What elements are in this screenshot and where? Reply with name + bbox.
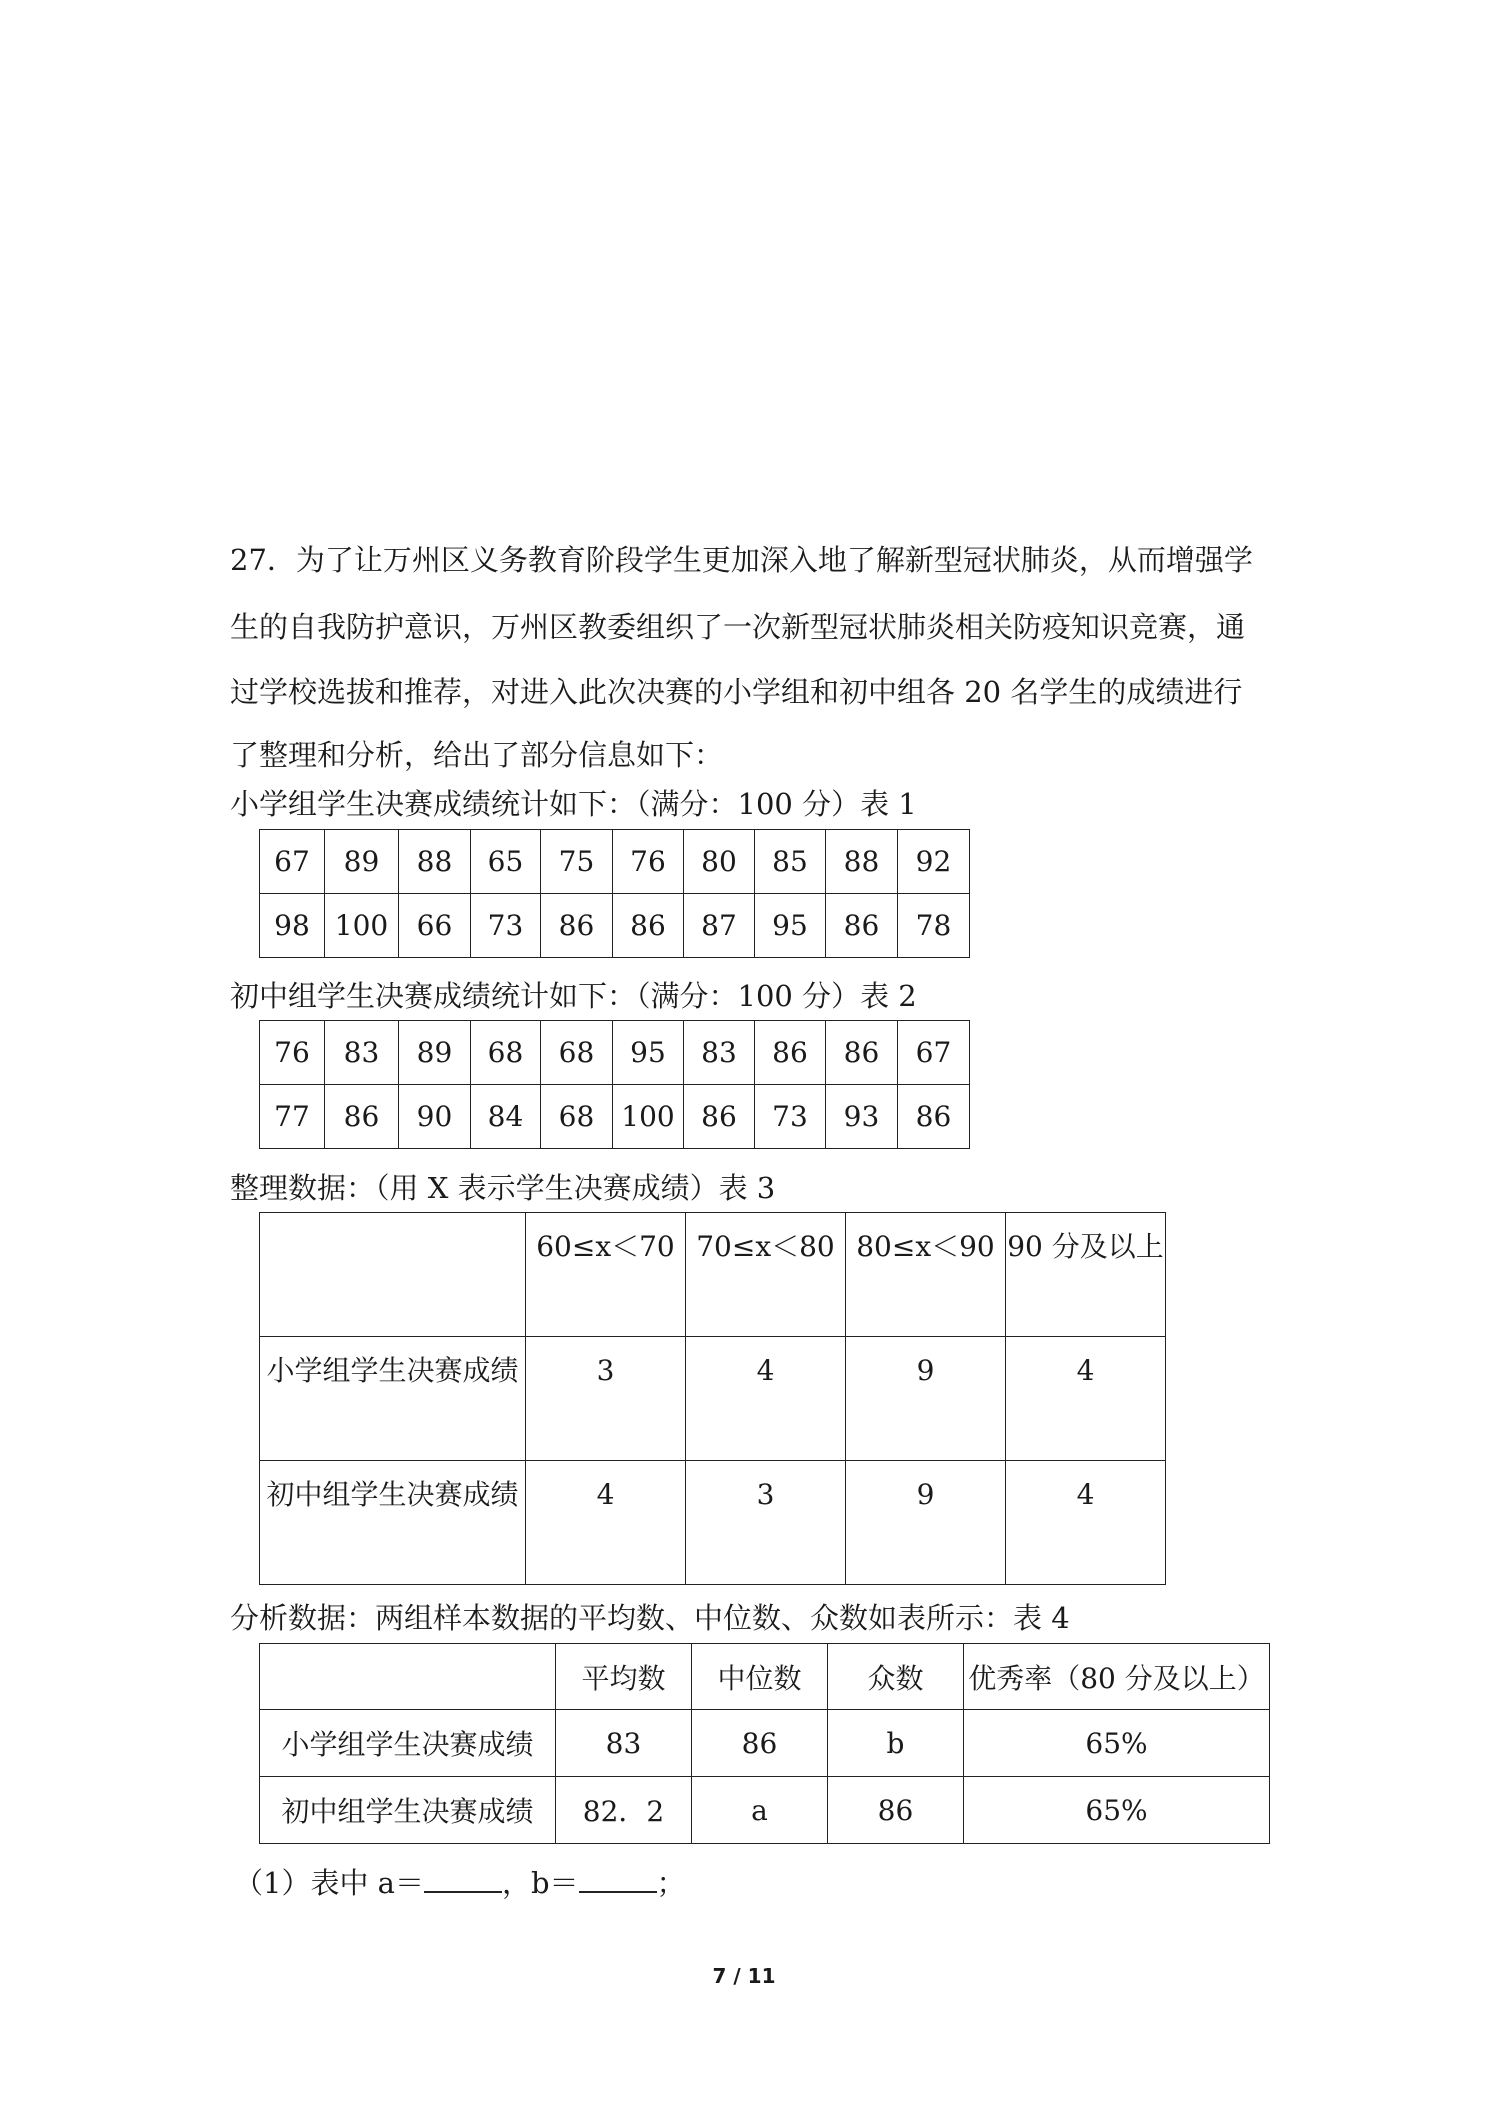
problem-line-2: 生的自我防护意识，万州区教委组织了一次新型冠状肺炎相关防疫知识竞赛，通 bbox=[230, 610, 1246, 644]
table3-body bbox=[260, 1213, 1166, 1585]
table-cell: a bbox=[692, 1777, 828, 1844]
table-cell: 89 bbox=[399, 1021, 471, 1085]
table-cell: 9 bbox=[846, 1461, 1006, 1585]
table-cell: 77 bbox=[260, 1085, 325, 1149]
table-cell: 4 bbox=[526, 1461, 686, 1585]
problem-line-3: 过学校选拔和推荐，对进入此次决赛的小学组和初中组各 20 名学生的成绩进行 bbox=[230, 675, 1243, 709]
table-row bbox=[260, 1085, 970, 1149]
table-row bbox=[260, 1021, 970, 1085]
table-row bbox=[260, 1337, 1166, 1461]
table4 bbox=[259, 1643, 1270, 1844]
table-cell: 84 bbox=[471, 1085, 541, 1149]
table-row bbox=[260, 830, 970, 894]
problem-line-4: 了整理和分析，给出了部分信息如下： bbox=[230, 738, 724, 772]
problem-line-1: 27．为了让万州区义务教育阶段学生更加深入地了解新型冠状肺炎，从而增强学 bbox=[230, 543, 1253, 577]
table-header-cell: 优秀率（80 分及以上） bbox=[964, 1644, 1270, 1710]
table-row bbox=[260, 894, 970, 958]
table-header-row bbox=[260, 1213, 1166, 1337]
table-cell: 93 bbox=[826, 1085, 898, 1149]
table-cell: 65 bbox=[471, 830, 541, 894]
table-cell: 100 bbox=[325, 894, 399, 958]
table-cell: 73 bbox=[471, 894, 541, 958]
table3-caption: 整理数据：（用 X 表示学生决赛成绩）表 3 bbox=[230, 1171, 776, 1205]
table-cell: 85 bbox=[755, 830, 826, 894]
table-cell: 86 bbox=[755, 1021, 826, 1085]
table-cell: 9 bbox=[846, 1337, 1006, 1461]
table3 bbox=[259, 1212, 1166, 1585]
table2 bbox=[259, 1020, 970, 1149]
table-cell: 83 bbox=[556, 1710, 692, 1777]
table-cell: 65% bbox=[964, 1710, 1270, 1777]
table-cell: 3 bbox=[526, 1337, 686, 1461]
table-header-cell: 70≤x＜80 bbox=[686, 1213, 846, 1337]
table-cell: 83 bbox=[325, 1021, 399, 1085]
table-cell: 95 bbox=[755, 894, 826, 958]
question-1-middle: ，b＝ bbox=[501, 1866, 579, 1900]
table-cell: 86 bbox=[613, 894, 684, 958]
table-cell: 86 bbox=[828, 1777, 964, 1844]
table-cell: 3 bbox=[686, 1461, 846, 1585]
table2-caption: 初中组学生决赛成绩统计如下：（满分：100 分）表 2 bbox=[230, 979, 917, 1013]
table1-caption: 小学组学生决赛成绩统计如下：（满分：100 分）表 1 bbox=[230, 787, 917, 821]
table-cell: 83 bbox=[684, 1021, 755, 1085]
table-header-row bbox=[260, 1644, 1270, 1710]
table-cell: 90 bbox=[399, 1085, 471, 1149]
table-cell: 92 bbox=[898, 830, 970, 894]
table-cell: 86 bbox=[826, 1021, 898, 1085]
table-cell: 73 bbox=[755, 1085, 826, 1149]
table-cell: 4 bbox=[686, 1337, 846, 1461]
table1-body bbox=[260, 830, 970, 958]
table-row bbox=[260, 1710, 1270, 1777]
table-cell: b bbox=[828, 1710, 964, 1777]
table-cell: 86 bbox=[541, 894, 613, 958]
table-cell: 86 bbox=[684, 1085, 755, 1149]
table-cell: 86 bbox=[898, 1085, 970, 1149]
table-cell: 86 bbox=[826, 894, 898, 958]
table-cell: 68 bbox=[541, 1021, 613, 1085]
table-cell: 86 bbox=[692, 1710, 828, 1777]
table-cell: 98 bbox=[260, 894, 325, 958]
table-cell: 76 bbox=[613, 830, 684, 894]
answer-blank-b[interactable] bbox=[579, 1865, 657, 1893]
table-cell: 65% bbox=[964, 1777, 1270, 1844]
table-cell: 4 bbox=[1006, 1461, 1166, 1585]
table4-caption: 分析数据：两组样本数据的平均数、中位数、众数如表所示：表 4 bbox=[230, 1601, 1070, 1635]
table-cell: 88 bbox=[826, 830, 898, 894]
table-cell: 88 bbox=[399, 830, 471, 894]
table-header-cell: 80≤x＜90 bbox=[846, 1213, 1006, 1337]
table-cell: 小学组学生决赛成绩 bbox=[260, 1710, 556, 1777]
table-cell: 78 bbox=[898, 894, 970, 958]
table-cell: 初中组学生决赛成绩 bbox=[260, 1777, 556, 1844]
table-row bbox=[260, 1777, 1270, 1844]
table2-body bbox=[260, 1021, 970, 1149]
table-cell: 68 bbox=[541, 1085, 613, 1149]
table-header-cell bbox=[260, 1644, 556, 1710]
table-cell: 80 bbox=[684, 830, 755, 894]
table-cell: 89 bbox=[325, 830, 399, 894]
table-cell: 68 bbox=[471, 1021, 541, 1085]
table-cell: 4 bbox=[1006, 1337, 1166, 1461]
table-cell: 76 bbox=[260, 1021, 325, 1085]
answer-blank-a[interactable] bbox=[424, 1865, 502, 1893]
question-1-prefix: （1）表中 a＝ bbox=[234, 1866, 424, 1900]
table-cell: 86 bbox=[325, 1085, 399, 1149]
table-cell: 95 bbox=[613, 1021, 684, 1085]
table-cell: 100 bbox=[613, 1085, 684, 1149]
table-header-cell bbox=[260, 1213, 526, 1337]
table-row bbox=[260, 1461, 1166, 1585]
table-cell: 小学组学生决赛成绩 bbox=[260, 1337, 526, 1461]
question-1-suffix: ； bbox=[656, 1866, 686, 1900]
table-header-cell: 平均数 bbox=[556, 1644, 692, 1710]
page-number: 7 / 11 bbox=[712, 1964, 776, 1988]
table-cell: 75 bbox=[541, 830, 613, 894]
table-cell: 初中组学生决赛成绩 bbox=[260, 1461, 526, 1585]
table1 bbox=[259, 829, 970, 958]
table-header-cell: 中位数 bbox=[692, 1644, 828, 1710]
table-header-cell: 众数 bbox=[828, 1644, 964, 1710]
table-header-cell: 60≤x＜70 bbox=[526, 1213, 686, 1337]
table-cell: 82．2 bbox=[556, 1777, 692, 1844]
table-header-cell: 90 分及以上 bbox=[1006, 1213, 1166, 1337]
table-cell: 67 bbox=[898, 1021, 970, 1085]
table-cell: 67 bbox=[260, 830, 325, 894]
question-1 bbox=[234, 1861, 686, 1902]
table-cell: 87 bbox=[684, 894, 755, 958]
table4-body bbox=[260, 1644, 1270, 1844]
table-cell: 66 bbox=[399, 894, 471, 958]
